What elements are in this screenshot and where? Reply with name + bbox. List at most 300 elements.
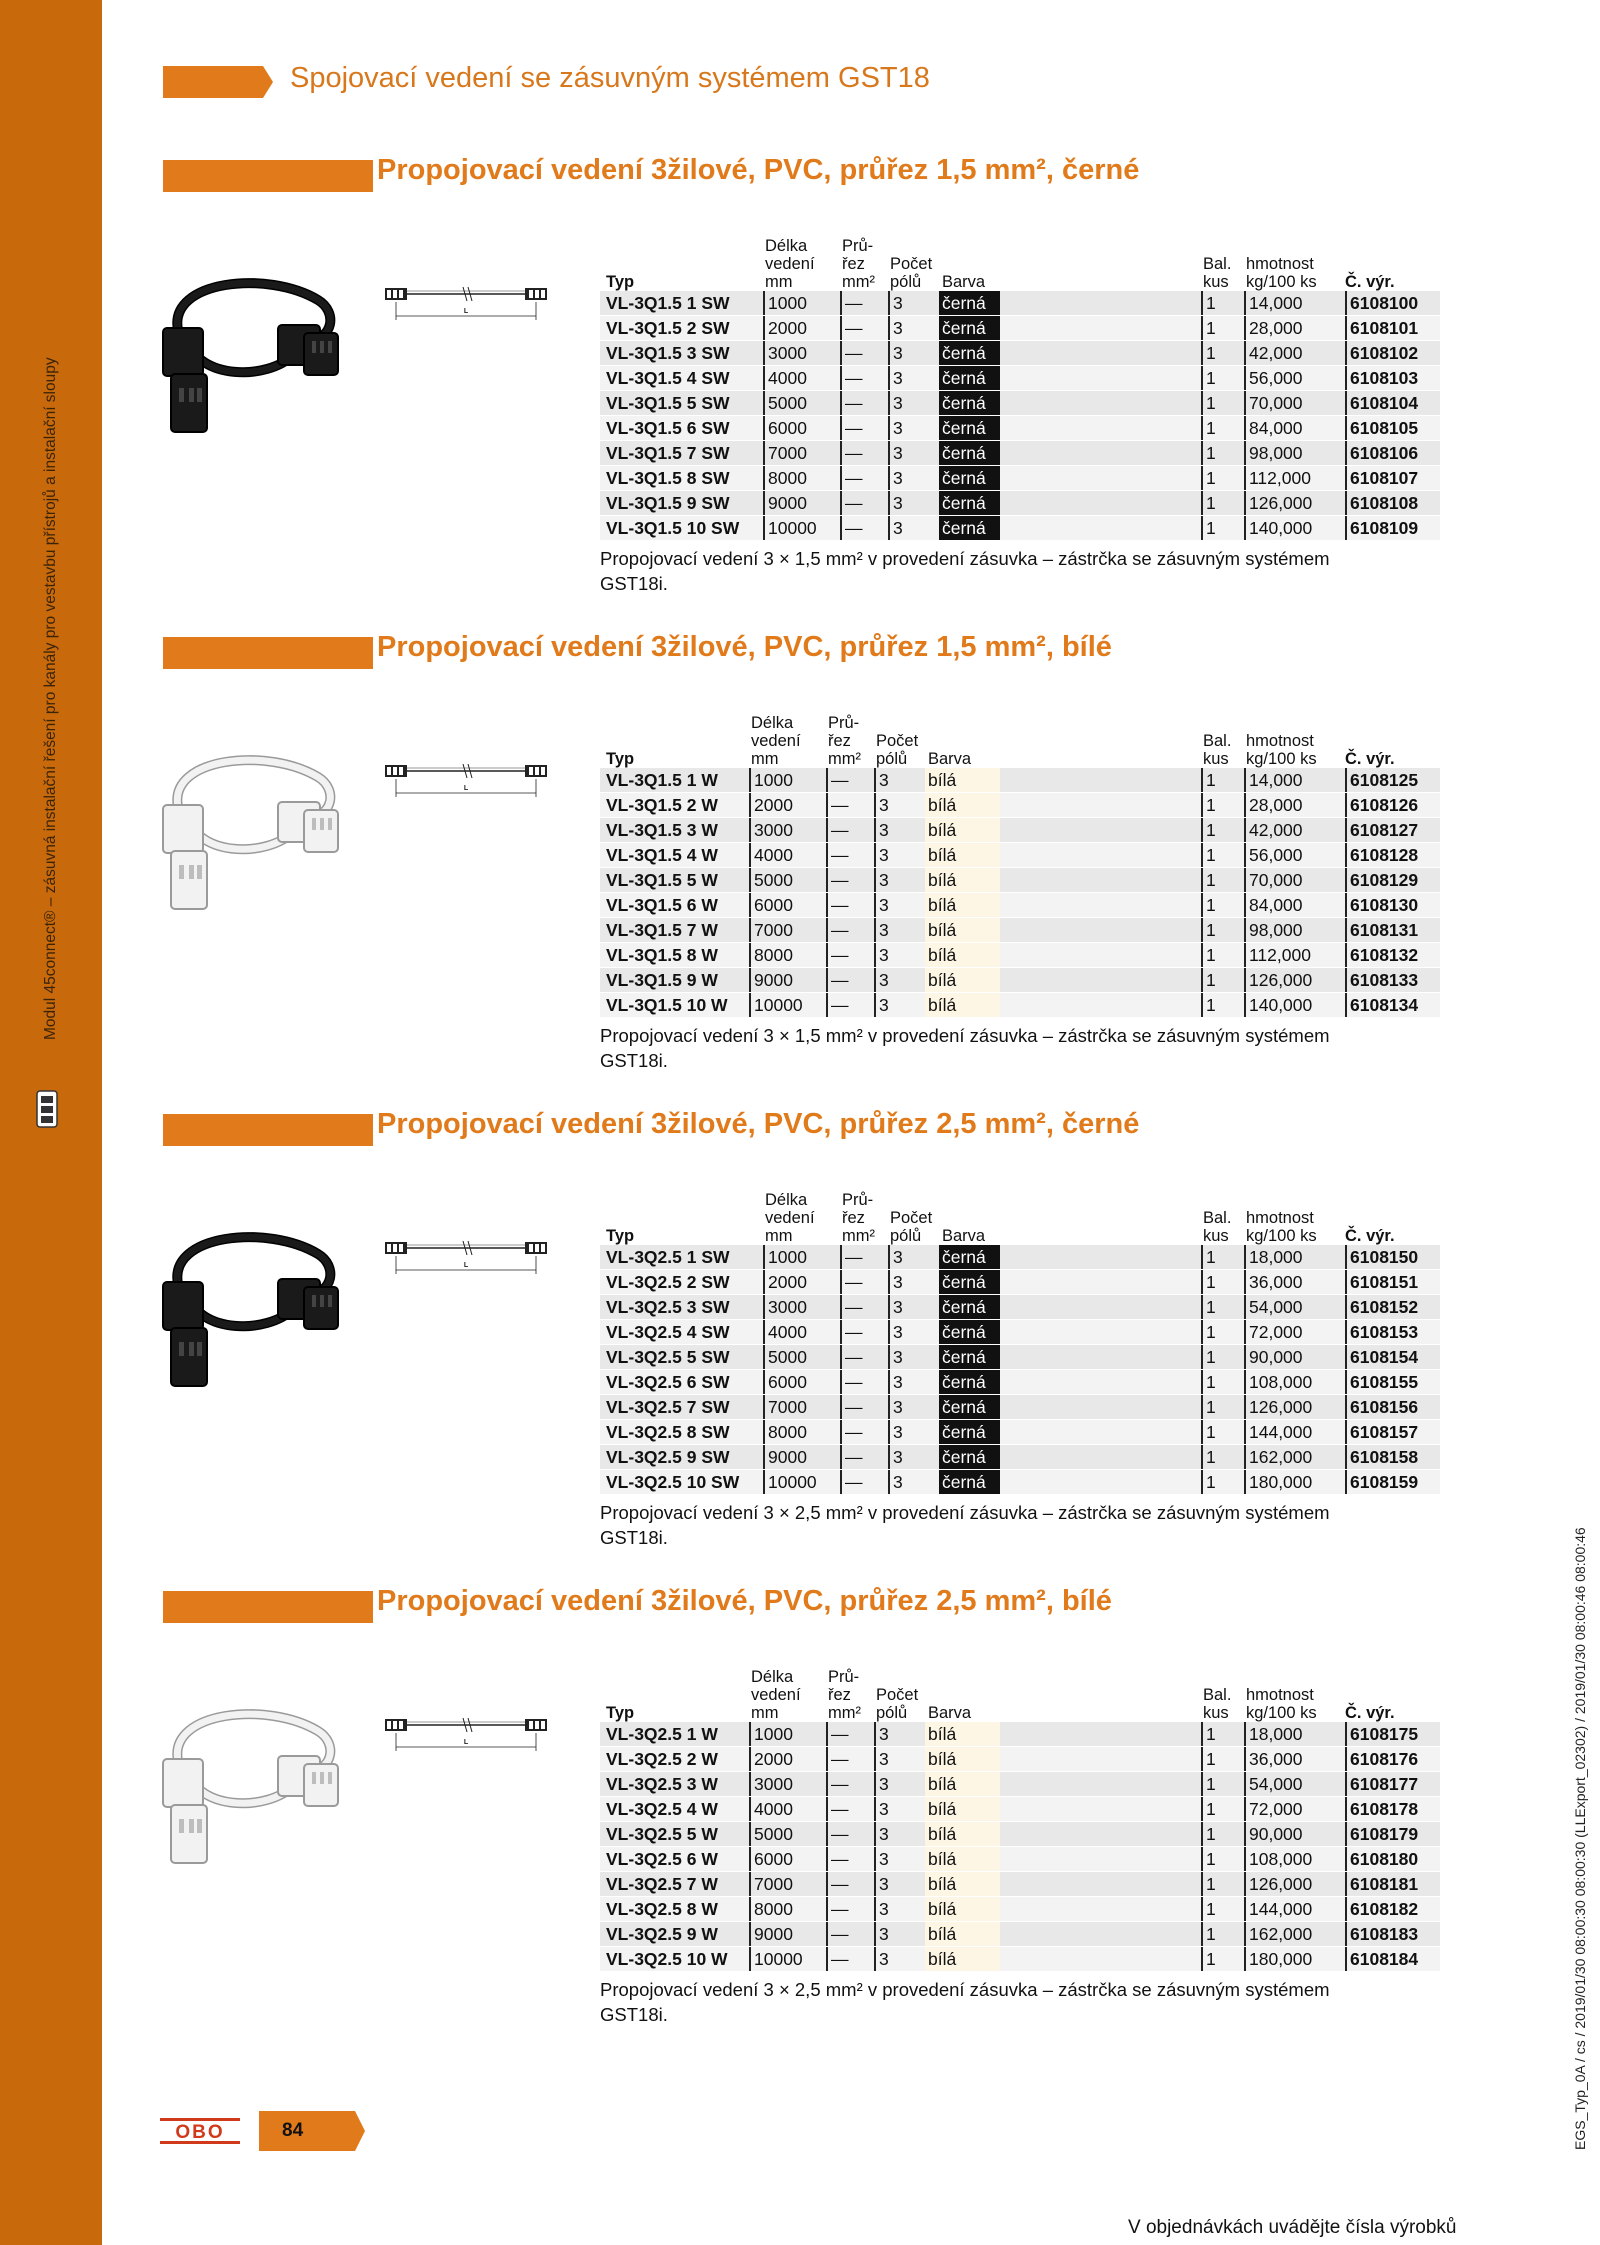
cell-cross-section: — [840,491,891,515]
cell-type: VL-3Q1.5 2 SW [606,318,730,338]
cell-weight: 54,000 [1244,1295,1303,1319]
table-row [600,1822,1440,1847]
cell-cross-section: — [840,416,891,440]
product-table [600,1245,1440,1495]
cell-length: 5000 [763,391,807,415]
cell-pack: 1 [1201,893,1216,917]
cell-length: 2000 [749,793,793,817]
cable-dimension-drawing [383,1240,549,1280]
cell-color: bílá [925,893,1000,917]
cell-type: VL-3Q1.5 8 SW [606,468,730,488]
col-color-header: Barva [942,273,986,291]
col-color-header: Barva [928,750,972,768]
drawing-length-label: L [463,785,469,792]
cell-color: bílá [925,1797,1000,1821]
cell-weight: 140,000 [1244,993,1312,1017]
cell-poles: 3 [874,1872,889,1896]
cell-color: bílá [925,818,1000,842]
cell-cross-section: — [840,1295,891,1319]
cell-color: černá [939,416,1000,440]
cell-weight: 36,000 [1244,1747,1303,1771]
table-row [600,1947,1440,1972]
cell-cross-section: — [826,1847,877,1871]
cell-length: 2000 [763,316,807,340]
table-header [0,1650,1600,1722]
cell-catalog-number: 6108101 [1345,316,1418,340]
cell-length: 2000 [749,1747,793,1771]
cell-pack: 1 [1201,391,1216,415]
cell-pack: 1 [1201,1897,1216,1921]
cell-length: 10000 [763,1470,817,1494]
cell-type: VL-3Q2.5 10 SW [606,1472,740,1492]
cell-poles: 3 [888,316,903,340]
side-label: Modul 45connect® – zásuvná instalační řešení pro kanály pro vestavbu přístrojů a instalační sloupy [42,357,59,1040]
col-section-header: Prů- řez mm² [828,1668,861,1722]
cell-pack: 1 [1201,516,1216,540]
col-typ-header: Typ [606,273,635,291]
cell-cross-section: — [826,1747,877,1771]
cell-poles: 3 [874,993,889,1017]
cell-type: VL-3Q2.5 9 SW [606,1447,730,1467]
col-section-header: Prů- řez mm² [828,714,861,768]
cell-length: 10000 [749,993,803,1017]
table-row [600,793,1440,818]
cell-length: 10000 [763,516,817,540]
cell-cross-section: — [840,316,891,340]
cell-cross-section: — [840,1345,891,1369]
cell-poles: 3 [874,1847,889,1871]
cell-weight: 144,000 [1244,1897,1312,1921]
table-row [600,1320,1440,1345]
col-length-header: Délka vedení mm [751,1668,801,1722]
cell-cross-section: — [840,366,891,390]
cell-pack: 1 [1201,366,1216,390]
col-length-header: Délka vedení mm [751,714,801,768]
table-row [600,391,1440,416]
cell-poles: 3 [874,793,889,817]
cell-type: VL-3Q1.5 3 W [606,820,718,840]
page-number: 84 [282,2120,304,2141]
table-row [600,1747,1440,1772]
cell-pack: 1 [1201,1445,1216,1469]
cell-poles: 3 [888,1470,903,1494]
cell-poles: 3 [874,1822,889,1846]
cell-catalog-number: 6108175 [1345,1722,1418,1746]
cell-pack: 1 [1201,993,1216,1017]
product-table [600,291,1440,541]
cell-length: 6000 [749,1847,793,1871]
cell-catalog-number: 6108154 [1345,1345,1418,1369]
table-row [600,516,1440,541]
cell-catalog-number: 6108153 [1345,1320,1418,1344]
cell-catalog-number: 6108105 [1345,416,1418,440]
cell-weight: 42,000 [1244,341,1303,365]
cell-color: bílá [925,993,1000,1017]
table-row [600,868,1440,893]
cell-type: VL-3Q1.5 4 W [606,845,718,865]
cell-pack: 1 [1201,768,1216,792]
cell-color: bílá [925,1772,1000,1796]
cell-weight: 84,000 [1244,416,1303,440]
cell-weight: 14,000 [1244,291,1303,315]
cell-length: 5000 [749,868,793,892]
cell-type: VL-3Q2.5 3 W [606,1774,718,1794]
section-note: Propojovací vedení 3 × 1,5 mm² v provedení zásuvka – zástrčka se zásuvným systémem GST18i. [600,548,1330,594]
cell-poles: 3 [874,1747,889,1771]
table-row [600,1872,1440,1897]
cell-length: 6000 [763,1370,807,1394]
cell-length: 7000 [763,441,807,465]
product-table [600,768,1440,1018]
cell-type: VL-3Q2.5 7 SW [606,1397,730,1417]
cell-poles: 3 [874,1947,889,1971]
cell-catalog-number: 6108182 [1345,1897,1418,1921]
cell-weight: 180,000 [1244,1470,1312,1494]
table-row [600,1370,1440,1395]
table-row [600,768,1440,793]
section-title: Propojovací vedení 3žilové, PVC, průřez 1,5 mm², černé [377,154,1140,186]
cell-color: černá [939,316,1000,340]
cell-length: 5000 [749,1822,793,1846]
cell-length: 9000 [763,491,807,515]
cell-color: černá [939,1245,1000,1269]
page-header-title: Spojovací vedení se zásuvným systémem GST18 [290,62,930,94]
cell-cross-section: — [840,466,891,490]
cell-type: VL-3Q2.5 5 SW [606,1347,730,1367]
cell-pack: 1 [1201,1470,1216,1494]
cell-catalog-number: 6108109 [1345,516,1418,540]
cell-cross-section: — [840,516,891,540]
cell-catalog-number: 6108129 [1345,868,1418,892]
cell-catalog-number: 6108108 [1345,491,1418,515]
cell-length: 8000 [749,943,793,967]
cell-pack: 1 [1201,1345,1216,1369]
cell-type: VL-3Q2.5 6 W [606,1849,718,1869]
cell-cross-section: — [840,1370,891,1394]
cell-pack: 1 [1201,491,1216,515]
cell-type: VL-3Q1.5 9 SW [606,493,730,513]
table-row [600,1245,1440,1270]
cell-type: VL-3Q1.5 2 W [606,795,718,815]
cell-cross-section: — [840,1245,891,1269]
cell-pack: 1 [1201,1722,1216,1746]
cell-cross-section: — [826,918,877,942]
cell-color: černá [939,1270,1000,1294]
cell-catalog-number: 6108184 [1345,1947,1418,1971]
cell-cross-section: — [840,1445,891,1469]
cell-cross-section: — [826,793,877,817]
cell-length: 1000 [749,1722,793,1746]
cell-pack: 1 [1201,1395,1216,1419]
cell-length: 1000 [763,291,807,315]
cell-type: VL-3Q2.5 7 W [606,1874,718,1894]
section-title: Propojovací vedení 3žilové, PVC, průřez 2,5 mm², bílé [377,1585,1112,1617]
cell-color: černá [939,366,1000,390]
cell-cross-section: — [840,1395,891,1419]
footer-note: V objednávkách uvádějte čísla výrobků [1128,2217,1457,2238]
cell-catalog-number: 6108176 [1345,1747,1418,1771]
cell-poles: 3 [874,1897,889,1921]
cell-pack: 1 [1201,1872,1216,1896]
cell-cross-section: — [840,1420,891,1444]
product-section [0,631,1600,1077]
cell-color: černá [939,1345,1000,1369]
cell-cross-section: — [826,1897,877,1921]
cell-length: 9000 [763,1445,807,1469]
cell-poles: 3 [874,918,889,942]
table-row [600,1420,1440,1445]
drawing-length-label: L [463,308,469,315]
section-title: Propojovací vedení 3žilové, PVC, průřez 1,5 mm², bílé [377,631,1112,663]
cell-poles: 3 [874,968,889,992]
cell-pack: 1 [1201,843,1216,867]
cell-type: VL-3Q1.5 6 SW [606,418,730,438]
cell-pack: 1 [1201,968,1216,992]
cell-pack: 1 [1201,868,1216,892]
cell-pack: 1 [1201,1822,1216,1846]
svg-text:OBO: OBO [175,2122,225,2143]
cell-weight: 98,000 [1244,918,1303,942]
cell-poles: 3 [888,1270,903,1294]
cell-pack: 1 [1201,1797,1216,1821]
cell-color: bílá [925,1947,1000,1971]
cell-weight: 126,000 [1244,1872,1312,1896]
cell-poles: 3 [888,491,903,515]
cell-poles: 3 [888,1395,903,1419]
table-row [600,1395,1440,1420]
cell-type: VL-3Q2.5 5 W [606,1824,718,1844]
cell-cross-section: — [826,868,877,892]
cell-color: bílá [925,1722,1000,1746]
cell-length: 9000 [749,1922,793,1946]
cell-catalog-number: 6108158 [1345,1445,1418,1469]
cell-poles: 3 [888,1245,903,1269]
cell-poles: 3 [888,1320,903,1344]
export-meta-label: EGS_Typ_0A / cs / 2019/01/30 08:00:30 08:00:30 (LLExport_02302) / 2019/01/30 08:00:46 08:00:46 [1572,1527,1588,2150]
table-row [600,1797,1440,1822]
col-typ-header: Typ [606,750,635,768]
cell-weight: 126,000 [1244,968,1312,992]
col-catalog-header: Č. výr. [1345,1227,1395,1245]
cell-poles: 3 [888,1345,903,1369]
col-poles-header: Počet pólů [890,1209,933,1245]
cell-type: VL-3Q1.5 3 SW [606,343,730,363]
cell-catalog-number: 6108177 [1345,1772,1418,1796]
cell-cross-section: — [840,441,891,465]
col-typ-header: Typ [606,1227,635,1245]
header-tab-shape [163,66,273,98]
cell-pack: 1 [1201,316,1216,340]
table-row [600,1922,1440,1947]
cell-weight: 28,000 [1244,793,1303,817]
cell-type: VL-3Q1.5 8 W [606,945,718,965]
col-weight-header: hmotnost kg/100 ks [1246,1209,1317,1245]
cell-poles: 3 [874,1722,889,1746]
cell-color: černá [939,491,1000,515]
cell-poles: 3 [874,943,889,967]
table-row [600,943,1440,968]
cell-cross-section: — [826,768,877,792]
cell-catalog-number: 6108130 [1345,893,1418,917]
cell-weight: 36,000 [1244,1270,1303,1294]
cell-weight: 108,000 [1244,1370,1312,1394]
cell-color: bílá [925,843,1000,867]
cell-cross-section: — [826,1922,877,1946]
cell-length: 1000 [763,1245,807,1269]
cell-pack: 1 [1201,1747,1216,1771]
table-header [0,219,1600,291]
cell-weight: 180,000 [1244,1947,1312,1971]
cell-weight: 70,000 [1244,391,1303,415]
cell-color: bílá [925,768,1000,792]
cell-length: 6000 [763,416,807,440]
cell-poles: 3 [874,768,889,792]
cell-color: černá [939,1370,1000,1394]
cell-poles: 3 [874,1922,889,1946]
cell-weight: 90,000 [1244,1345,1303,1369]
cell-weight: 140,000 [1244,516,1312,540]
cell-weight: 72,000 [1244,1320,1303,1344]
cell-poles: 3 [874,1797,889,1821]
cell-type: VL-3Q2.5 6 SW [606,1372,730,1392]
cell-weight: 18,000 [1244,1722,1303,1746]
cell-length: 10000 [749,1947,803,1971]
cell-poles: 3 [888,1295,903,1319]
col-pack-header: Bal. kus [1203,1686,1232,1722]
col-poles-header: Počet pólů [876,732,919,768]
cell-length: 4000 [763,1320,807,1344]
cell-type: VL-3Q1.5 7 W [606,920,718,940]
cell-color: bílá [925,968,1000,992]
cell-poles: 3 [888,291,903,315]
cell-pack: 1 [1201,793,1216,817]
cell-catalog-number: 6108100 [1345,291,1418,315]
cell-cross-section: — [826,1822,877,1846]
cell-weight: 42,000 [1244,818,1303,842]
table-row [600,843,1440,868]
table-row [600,416,1440,441]
cell-color: bílá [925,1822,1000,1846]
table-row [600,341,1440,366]
table-header [0,1173,1600,1245]
col-catalog-header: Č. výr. [1345,750,1395,768]
table-row [600,1445,1440,1470]
cell-pack: 1 [1201,466,1216,490]
section-bar [163,1591,373,1623]
col-pack-header: Bal. kus [1203,1209,1232,1245]
cell-cross-section: — [826,1797,877,1821]
cell-poles: 3 [888,516,903,540]
cell-catalog-number: 6108102 [1345,341,1418,365]
cell-pack: 1 [1201,1270,1216,1294]
cell-type: VL-3Q1.5 5 W [606,870,718,890]
cell-catalog-number: 6108156 [1345,1395,1418,1419]
section-bar [163,1114,373,1146]
cell-catalog-number: 6108131 [1345,918,1418,942]
cell-weight: 72,000 [1244,1797,1303,1821]
table-row [600,1270,1440,1295]
cell-catalog-number: 6108126 [1345,793,1418,817]
table-row [600,968,1440,993]
col-weight-header: hmotnost kg/100 ks [1246,732,1317,768]
cell-pack: 1 [1201,818,1216,842]
cell-poles: 3 [888,366,903,390]
cell-cross-section: — [826,1722,877,1746]
table-row [600,1470,1440,1495]
col-section-header: Prů- řez mm² [842,1191,875,1245]
cell-color: černá [939,466,1000,490]
cell-catalog-number: 6108125 [1345,768,1418,792]
cell-length: 7000 [749,918,793,942]
cell-cross-section: — [826,1947,877,1971]
cell-weight: 70,000 [1244,868,1303,892]
cell-length: 8000 [763,466,807,490]
cell-pack: 1 [1201,1245,1216,1269]
cell-color: černá [939,516,1000,540]
cell-length: 3000 [749,818,793,842]
cell-catalog-number: 6108152 [1345,1295,1418,1319]
cell-cross-section: — [826,993,877,1017]
cell-color: bílá [925,1897,1000,1921]
cell-type: VL-3Q2.5 8 SW [606,1422,730,1442]
cell-type: VL-3Q1.5 1 SW [606,293,730,313]
cell-type: VL-3Q2.5 2 SW [606,1272,730,1292]
cell-cross-section: — [840,1320,891,1344]
cell-weight: 112,000 [1244,466,1311,490]
cell-pack: 1 [1201,1420,1216,1444]
table-row [600,818,1440,843]
product-section [0,1108,1600,1554]
cell-poles: 3 [874,868,889,892]
cell-pack: 1 [1201,918,1216,942]
cell-weight: 56,000 [1244,843,1303,867]
cell-weight: 18,000 [1244,1245,1303,1269]
cable-dimension-drawing [383,763,549,803]
product-table [600,1722,1440,1972]
cell-catalog-number: 6108103 [1345,366,1418,390]
cell-type: VL-3Q1.5 10 SW [606,518,740,538]
cell-weight: 112,000 [1244,943,1311,967]
cell-color: bílá [925,793,1000,817]
cell-catalog-number: 6108150 [1345,1245,1418,1269]
cell-weight: 54,000 [1244,1772,1303,1796]
cell-poles: 3 [874,818,889,842]
cell-pack: 1 [1201,1847,1216,1871]
cell-cross-section: — [826,1872,877,1896]
cell-pack: 1 [1201,291,1216,315]
table-row [600,1722,1440,1747]
cell-cross-section: — [840,1470,891,1494]
cell-type: VL-3Q1.5 6 W [606,895,718,915]
table-row [600,1345,1440,1370]
cell-type: VL-3Q2.5 3 SW [606,1297,730,1317]
cell-poles: 3 [888,441,903,465]
table-header [0,696,1600,768]
cell-catalog-number: 6108132 [1345,943,1418,967]
cell-catalog-number: 6108133 [1345,968,1418,992]
cell-pack: 1 [1201,1295,1216,1319]
cell-catalog-number: 6108104 [1345,391,1418,415]
cell-color: černá [939,391,1000,415]
cell-color: černá [939,1320,1000,1344]
cell-type: VL-3Q1.5 4 SW [606,368,730,388]
cell-poles: 3 [888,341,903,365]
cell-type: VL-3Q2.5 8 W [606,1899,718,1919]
table-row [600,1847,1440,1872]
cell-poles: 3 [888,1420,903,1444]
cell-length: 7000 [763,1395,807,1419]
cell-cross-section: — [840,341,891,365]
